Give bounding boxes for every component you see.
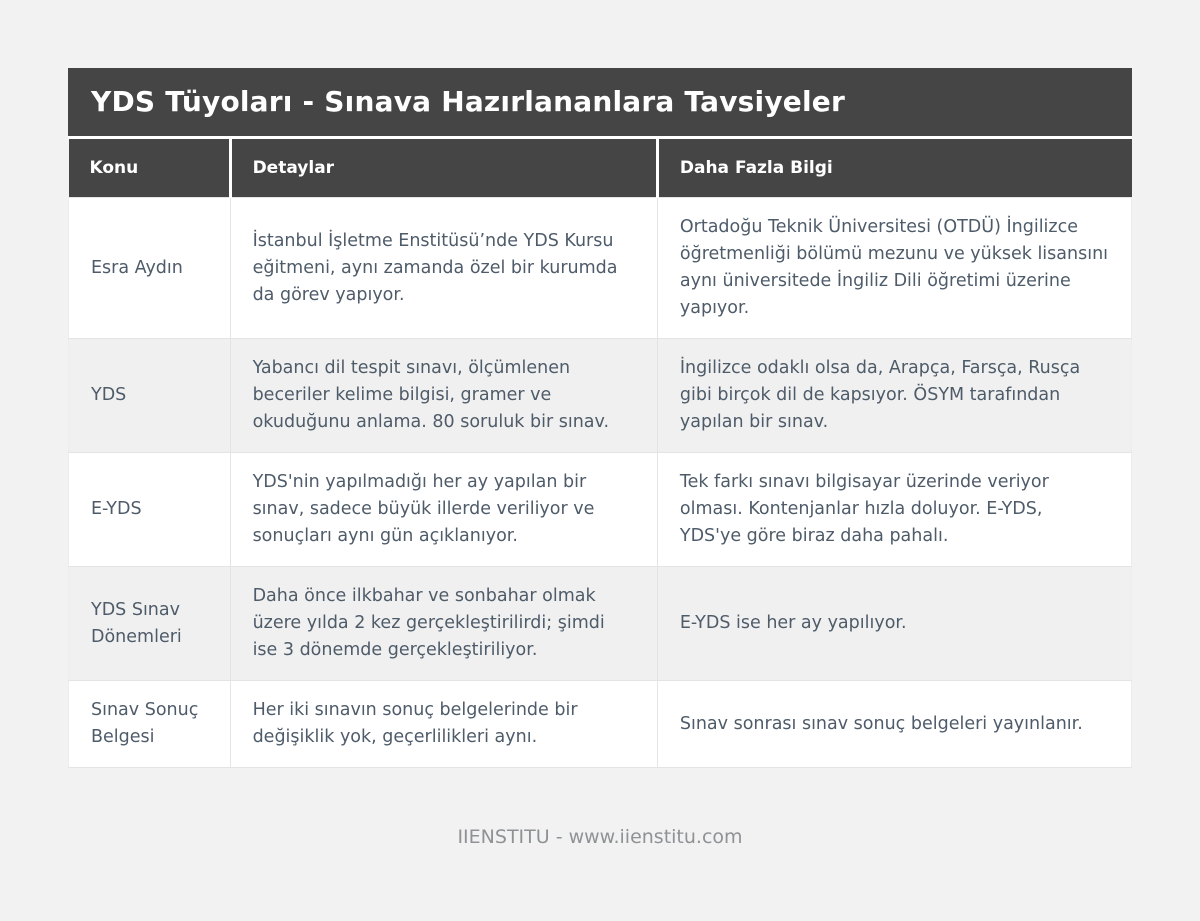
cell-konu: Sınav Sonuç Belgesi — [69, 681, 231, 768]
footer-branding: IIENSTITU - www.iienstitu.com — [457, 826, 743, 848]
column-header-detaylar: Detaylar — [230, 139, 657, 198]
table-body — [69, 198, 1132, 768]
cell-detaylar: YDS'nin yapılmadığı her ay yapılan bir sınav, sadece büyük illerde veriliyor ve sonuçları aynı gün açıklanıyor. — [230, 453, 657, 567]
cell-detaylar: İstanbul İşletme Enstitüsü’nde YDS Kursu eğitmeni, aynı zamanda özel bir kurumda da görev yapıyor. — [230, 198, 657, 339]
cell-daha-fazla-bilgi: Tek farkı sınavı bilgisayar üzerinde veriyor olması. Kontenjanlar hızla doluyor. E-YDS, YDS'ye göre biraz daha pahalı. — [657, 453, 1131, 567]
cell-detaylar: Her iki sınavın sonuç belgelerinde bir değişiklik yok, geçerlilikleri aynı. — [230, 681, 657, 768]
cell-detaylar: Yabancı dil tespit sınavı, ölçümlenen beceriler kelime bilgisi, gramer ve okuduğunu anlama. 80 soruluk bir sınav. — [230, 339, 657, 453]
table-row — [69, 681, 1132, 768]
column-header-daha-fazla-bilgi: Daha Fazla Bilgi — [657, 139, 1131, 198]
cell-konu: YDS Sınav Dönemleri — [69, 567, 231, 681]
cell-daha-fazla-bilgi: E-YDS ise her ay yapılıyor. — [657, 567, 1131, 681]
cell-konu: Esra Aydın — [69, 198, 231, 339]
table-row — [69, 453, 1132, 567]
info-card — [68, 68, 1132, 768]
table-header — [69, 139, 1132, 198]
table-row — [69, 198, 1132, 339]
table-row — [69, 567, 1132, 681]
cell-daha-fazla-bilgi: Ortadoğu Teknik Üniversitesi (OTDÜ) İngilizce öğretmenliği bölümü mezunu ve yüksek lisansını aynı üniversitede İngiliz Dili öğretimi üzerine yapıyor. — [657, 198, 1131, 339]
cell-daha-fazla-bilgi: Sınav sonrası sınav sonuç belgeleri yayınlanır. — [657, 681, 1131, 768]
cell-konu: E-YDS — [69, 453, 231, 567]
info-table — [68, 139, 1132, 768]
cell-daha-fazla-bilgi: İngilizce odaklı olsa da, Arapça, Farsça, Rusça gibi birçok dil de kapsıyor. ÖSYM tarafından yapılan bir sınav. — [657, 339, 1131, 453]
cell-konu: YDS — [69, 339, 231, 453]
table-header-row — [69, 139, 1132, 198]
page-title: YDS Tüyoları - Sınava Hazırlananlara Tavsiyeler — [68, 68, 1132, 139]
column-header-konu: Konu — [69, 139, 231, 198]
table-row — [69, 339, 1132, 453]
cell-detaylar: Daha önce ilkbahar ve sonbahar olmak üzere yılda 2 kez gerçekleştirilirdi; şimdi ise 3 dönemde gerçekleştiriliyor. — [230, 567, 657, 681]
